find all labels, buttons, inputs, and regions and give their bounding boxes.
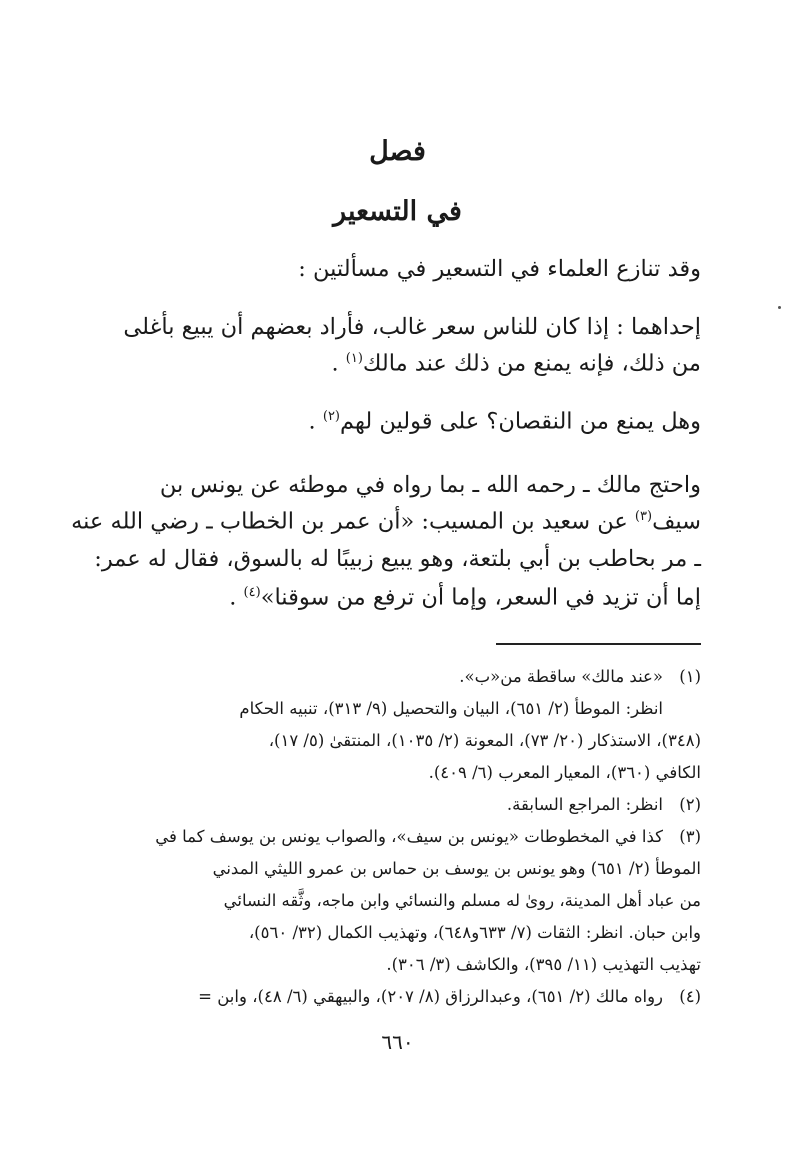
footnote-ref-2[interactable]: (٢) (322, 409, 340, 424)
footnote-ref-1[interactable]: (١) (345, 351, 363, 366)
paragraph-3-line-3: ـ مر بحاطب بن أبي بلتعة، وهو يبيع زبيبًا له بالسوق، فقال له عمر: (94, 546, 701, 572)
footnote-1-number: (١) (679, 667, 701, 686)
footnote-separator (496, 643, 701, 645)
footnote-2-number: (٢) (679, 795, 701, 814)
section-heading: فصل (369, 136, 426, 167)
footnote-ref-3[interactable]: (٣) (634, 509, 653, 524)
paragraph-2-line-1: وهل يمنع من النقصان؟ على قولين لهم$^{(٢)}$ . (308, 408, 701, 435)
intro-line: وقد تنازع العلماء في التسعير في مسألتين : (298, 256, 701, 282)
footnote-3-number: (٣) (679, 827, 701, 846)
paragraph-3-line-1: واحتج مالك ـ رحمه الله ـ بما رواه في موطئه عن يونس بن (159, 472, 701, 498)
page-number: ٦٦٠ (381, 1030, 414, 1054)
paragraph-1-line-2: من ذلك، فإنه يمنع من ذلك عند مالك$^{(١)}$ . (331, 350, 701, 377)
scan-speck (778, 306, 781, 309)
footnote-4-number: (٤) (679, 987, 701, 1006)
topic-heading: في التسعير (333, 196, 462, 227)
paragraph-1-line-1: إحداهما : إذا كان للناس سعر غالب، فأراد بعضهم أن يبيع بأغلى (123, 314, 701, 340)
footnote-ref-4[interactable]: (٤) (243, 585, 261, 600)
paragraph-3-line-4: إما أن تزيد في السعر، وإما أن ترفع من سوقنا»$^{(٤)}$ . (229, 584, 701, 611)
paragraph-3-line-2: سيف$^{(٣)}$ عن سعيد بن المسيب: «أن عمر بن الخطاب ـ رضي الله عنه (71, 508, 701, 535)
document-page: فصل في التسعير وقد تنازع العلماء في التسعير في مسألتين : إحداهما : إذا كان للناس سعر غالب، فأراد بعضهم أن يبيع بأغلى من ذلك، فإنه يمنع من ذلك عند مالك$^{(١)}$ . وهل يمنع من النقصان؟ على قولين لهم$^{(٢)}$ . واحتج مالك ـ رحمه الله ـ بما رواه في موطئه عن يونس بن سيف$^{(٣)}$ عن سعيد بن المسيب: «أن عمر بن الخطاب ـ رضي الله عنه ـ مر بحاطب بن أبي بلتعة، وهو يبيع زبيبًا له بالسوق، فقال له عمر: إما أن تزيد في السعر، وإما أن ترفع من سوقنا»$^{(٤)}$ . (١) «عند مالك» ساقطة من«ب». انظر: الموطأ (٢/ ٦٥١)، البيان والتحصيل (٩/ ٣١٣)، تنبيه الحكام (٣٤٨)، الاستذكار (٢٠/ ٧٣)، المعونة (٢/ ١٠٣٥)، المنتقىٰ (٥/ ١٧)، الكافي (٣٦٠)، المعيار المعرب (٦/ ٤٠٩). (٢) انظر: المراجع السابقة. (٣) كذا في المخطوطات «يونس بن سيف»، والصواب يونس بن يوسف كما في الموطأ (٢/ ٦٥١) وهو يونس بن يوسف بن حماس بن عمرو الليثي المدني من عباد أهل المدينة، روىٰ له مسلم والنسائي وابن ماجه، وثَّقه النسائي وابن حبان. انظر: الثقات (٧/ ٦٣٣و٦٤٨)، وتهذيب الكمال (٣٢/ ٥٦٠)، تهذيب التهذيب (١١/ ٣٩٥)، والكاشف (٣/ ٣٠٦). (٤) رواه مالك (٢/ ٦٥١)، وعبدالرزاق (٨/ ٢٠٧)، والبيهقي (٦/ ٤٨)، وابن = ٦٦٠ (0, 0, 795, 1166)
